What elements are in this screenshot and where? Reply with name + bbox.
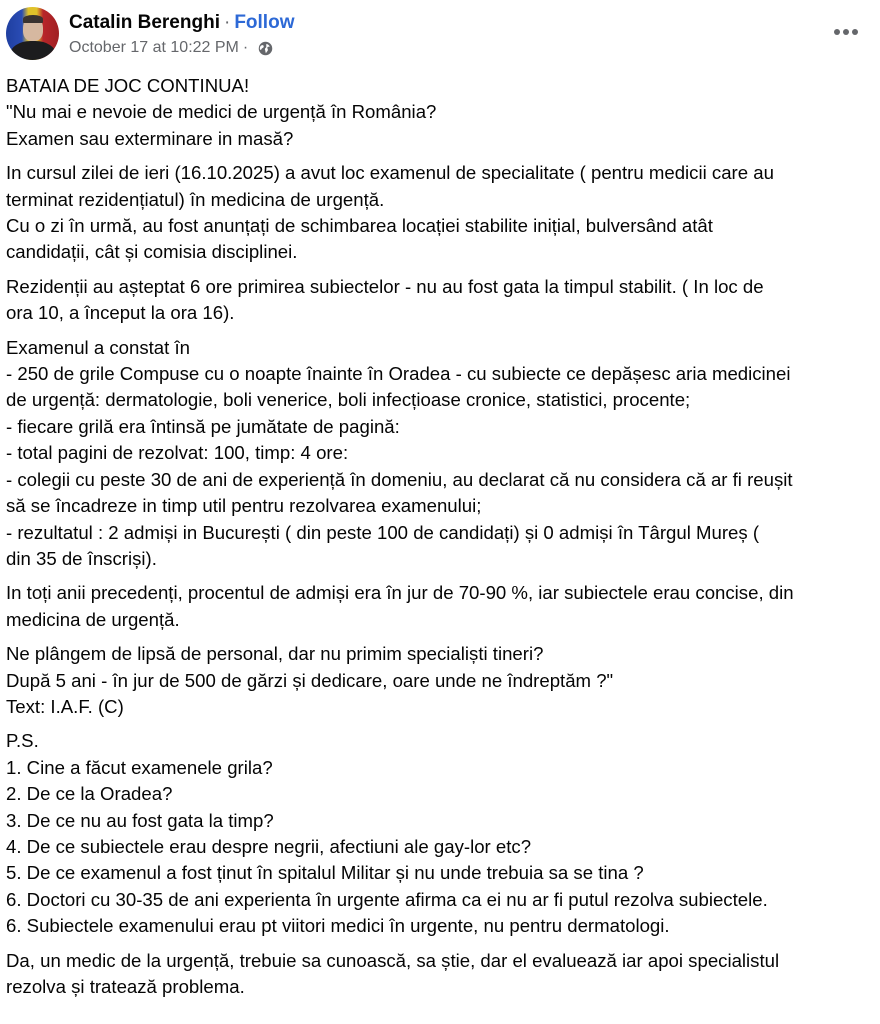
post-paragraph-exam-content (6, 335, 874, 573)
post-line: rezolva și tratează problema. (6, 976, 245, 997)
post-line: să se încadreze in timp util pentru rezolvarea examenului; (6, 495, 482, 517)
post-line: candidații, cât și comisia disciplinei. (6, 241, 298, 263)
post-line: - rezultatul : 2 admiși in București ( din peste 100 de candidați) și 0 admiși în Târgul Mureș ( (6, 521, 760, 543)
post-timestamp[interactable]: October 17 at 10:22 PM (69, 39, 239, 56)
post-line: de urgență: dermatologie, boli venerice, boli infecțioase cronice, statistici, procente; (6, 389, 691, 411)
post-paragraph-delay (6, 274, 874, 327)
post-line: Examen sau exterminare in masă? (6, 127, 294, 149)
more-options-icon-dot (852, 29, 858, 35)
more-options-icon (834, 29, 840, 35)
post-line: P.S. (6, 730, 39, 752)
post-line: 6. Subiectele examenului erau pt viitori medici în urgente, nu pentru dermatologi. (6, 915, 670, 937)
author-line (69, 11, 294, 35)
post-line: - fiecare grilă era întinsă pe jumătate de pagină: (6, 415, 400, 437)
post-line: 3. De ce nu au fost gata la timp? (6, 809, 274, 831)
post-line: 2. De ce la Oradea? (6, 783, 173, 805)
follow-button[interactable]: Follow (234, 12, 295, 33)
author-name[interactable]: Catalin Berenghi (69, 12, 220, 33)
post-line: In cursul zilei de ieri (16.10.2025) a avut loc examenul de specialitate ( pentru medicii care au (6, 162, 774, 184)
post-line: "Nu mai e nevoie de medici de urgență în România? (6, 101, 437, 123)
post-line: 4. De ce subiectele erau despre negrii, afectiuni ale gay-lor etc? (6, 835, 532, 857)
post-line: 6. Doctori cu 30-35 de ani experienta în urgente afirma ca ei nu ar fi putul rezolva subiectele. (6, 888, 768, 910)
post-line: din 35 de înscriși). (6, 547, 157, 569)
post-paragraph-exam-date (6, 160, 874, 266)
post-line: ora 10, a început la ora 16). (6, 302, 235, 324)
post-line: BATAIA DE JOC CONTINUA! (6, 75, 250, 96)
post-paragraph-complaint (6, 641, 874, 720)
post-line: - colegii cu peste 30 de ani de experiență în domeniu, au declarat că nu considera că ar fi reușit (6, 468, 793, 490)
post-line: Cu o zi în urmă, au fost anunțați de schimbarea locației stabilite inițial, bulversând atât (6, 215, 713, 237)
author-avatar[interactable] (6, 7, 59, 60)
post-meta (69, 38, 273, 58)
post-line: - 250 de grile Compuse cu o noapte înainte în Oradea - cu subiecte ce depășesc aria medicinei (6, 363, 791, 385)
globe-icon[interactable] (258, 41, 273, 56)
more-options-button[interactable] (834, 29, 858, 39)
more-options-icon-dot (843, 29, 849, 35)
post-line: Da, un medic de la urgență, trebuie sa cunoască, sa știe, dar el evaluează iar apoi specialistul (6, 949, 780, 971)
post-line: medicina de urgență. (6, 608, 180, 630)
post-paragraph-previous-years (6, 580, 874, 633)
post-header (6, 7, 874, 61)
post-line: Rezidenții au așteptat 6 ore primirea subiectelor - nu au fost gata la timpul stabilit. ( In loc de (6, 275, 764, 297)
post-line: După 5 ani - în jur de 500 de gărzi și dedicare, oare unde ne îndreptăm ?" (6, 669, 614, 691)
post-paragraph-intro (6, 73, 874, 152)
name-separator: · (223, 12, 231, 33)
post-line: 5. De ce examenul a fost ținut în spitalul Militar și nu unde trebuia sa se tina ? (6, 862, 644, 884)
post-line: terminat rezidențiatul) în medicina de urgență. (6, 188, 385, 210)
post-paragraph-conclusion (6, 948, 874, 1001)
post-paragraph-ps-questions (6, 728, 874, 939)
post-line: Examenul a constat în (6, 336, 190, 358)
post-line: In toți anii precedenți, procentul de admiși era în jur de 70-90 %, iar subiectele erau concise, din (6, 582, 794, 604)
post-body (6, 73, 874, 1008)
meta-separator: · (242, 39, 249, 56)
post-line: Text: I.A.F. (C) (6, 695, 124, 717)
avatar-hair-shape (23, 15, 43, 23)
post-line: - total pagini de rezolvat: 100, timp: 4 ore: (6, 442, 349, 464)
avatar-body-shape (10, 41, 56, 60)
post-line: 1. Cine a făcut examenele grila? (6, 756, 273, 778)
post-line: Ne plângem de lipsă de personal, dar nu primim specialiști tineri? (6, 643, 544, 665)
